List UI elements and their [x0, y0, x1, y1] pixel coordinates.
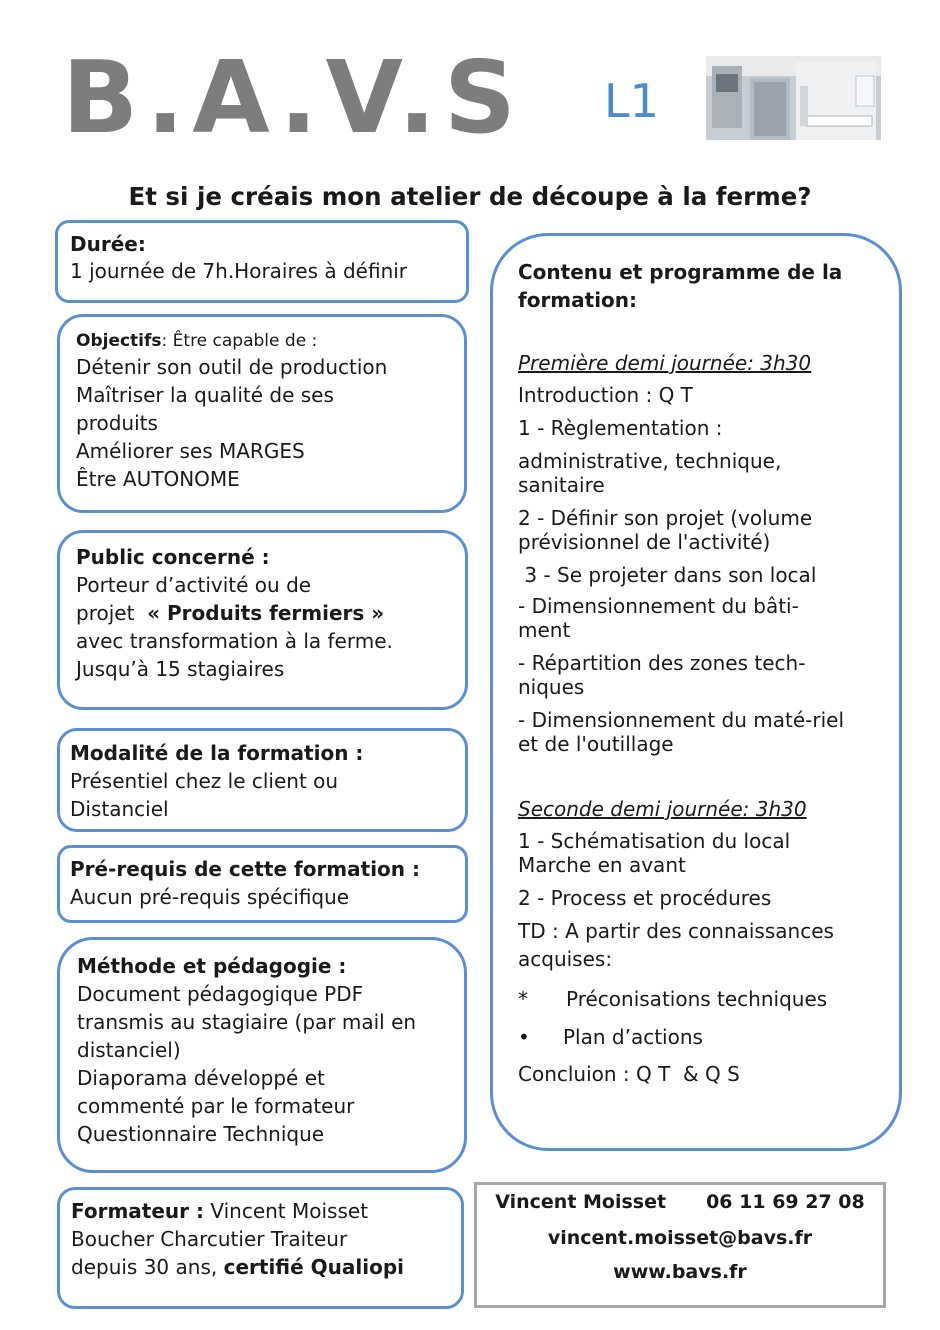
objective-item: Être AUTONOME: [76, 467, 240, 491]
program-item: - Dimensionnement du bâti-ment: [518, 594, 799, 642]
modality-text: Présentiel chez le client ou Distanciel: [70, 769, 339, 821]
program-item: 1 - Schématisation du local Marche en avant: [518, 829, 791, 877]
program-item: - Répartition des zones tech-niques: [518, 651, 806, 699]
contact-phone[interactable]: 06 11 69 27 08: [706, 1191, 865, 1213]
method-item: Document pédagogique PDF transmis au stagiaire (par mail en distanciel): [77, 982, 417, 1062]
method-item: Questionnaire Technique: [77, 1122, 325, 1146]
method-title: Méthode et pédagogie :: [77, 954, 347, 978]
objectives-title: Objectifs: [76, 331, 162, 351]
duration-box: [55, 220, 469, 303]
page-headline: Et si je créais mon atelier de découpe à la ferme?: [128, 182, 812, 211]
modality-title: Modalité de la formation :: [70, 741, 364, 765]
program-bullet: Plan d’actions: [563, 1025, 703, 1049]
bullet-marker: •: [518, 1025, 530, 1049]
method-item: Diaporama développé et commenté par le formateur: [77, 1066, 355, 1118]
objective-item: Améliorer ses MARGES: [76, 439, 305, 463]
program-item: 2 - Définir son projet (volume prévisionnel de l'activité): [518, 506, 813, 554]
objectives-box: [57, 314, 467, 513]
brand-logo: B.A.V.S: [62, 39, 524, 156]
contact-email[interactable]: vincent.moisset@bavs.fr: [547, 1227, 813, 1249]
contact-box: [474, 1182, 886, 1308]
second-half-heading: Seconde demi journée: 3h30: [518, 797, 807, 821]
program-box: [490, 233, 902, 1151]
program-item: administrative, technique, sanitaire: [518, 449, 782, 497]
program-title: Contenu et programme de la formation:: [518, 260, 843, 312]
trainer-title: Formateur :: [71, 1199, 204, 1223]
trainer-name: Vincent Moisset: [210, 1199, 369, 1223]
prerequisites-text: Aucun pré-requis spécifique: [70, 885, 350, 909]
audience-product: « Produits fermiers »: [147, 601, 385, 625]
prerequisites-box: [57, 845, 468, 923]
objective-item: Détenir son outil de production: [76, 355, 388, 379]
duration-text: 1 journée de 7h.Horaires à définir: [70, 259, 408, 283]
audience-line: Porteur d’activité ou de: [76, 573, 312, 597]
audience-line: projet: [76, 601, 135, 625]
audience-line: Jusqu’à 15 stagiaires: [76, 657, 285, 681]
workshop-photo: [706, 56, 881, 140]
first-half-heading: Première demi journée: 3h30: [518, 351, 812, 375]
contact-name: Vincent Moisset: [495, 1191, 667, 1213]
bullet-marker: *: [518, 987, 528, 1011]
contact-website[interactable]: www.bavs.fr: [613, 1261, 747, 1283]
trainer-line: depuis 30 ans,: [71, 1255, 218, 1279]
program-conclusion: Concluion : Q T & Q S: [518, 1062, 740, 1086]
trainer-line: Boucher Charcutier Traiteur: [71, 1227, 348, 1251]
course-code: L1: [604, 74, 659, 128]
prerequisites-title: Pré-requis de cette formation :: [70, 857, 420, 881]
program-item: 3 - Se projeter dans son local: [518, 563, 817, 587]
trainer-box: [57, 1187, 464, 1309]
program-item: 2 - Process et procédures: [518, 886, 772, 910]
program-item: 1 - Règlementation :: [518, 416, 723, 440]
modality-box: [57, 728, 468, 832]
program-item: TD : A partir des connaissances acquises:: [518, 919, 834, 971]
objectives-intro: : Être capable de :: [161, 331, 318, 351]
audience-line: avec transformation à la ferme.: [76, 629, 393, 653]
method-box: [57, 937, 467, 1173]
audience-box: [57, 530, 468, 710]
program-item: - Dimensionnement du maté-riel et de l'outillage: [518, 708, 844, 756]
duration-title: Durée:: [70, 232, 146, 256]
program-item: Introduction : Q T: [518, 383, 693, 407]
objective-item: Maîtriser la qualité de ses produits: [76, 383, 334, 435]
trainer-certification: certifié Qualiopi: [223, 1255, 405, 1279]
workshop-photo-icon: [706, 56, 881, 140]
program-bullet: Préconisations techniques: [566, 987, 828, 1011]
audience-title: Public concerné :: [76, 545, 270, 569]
